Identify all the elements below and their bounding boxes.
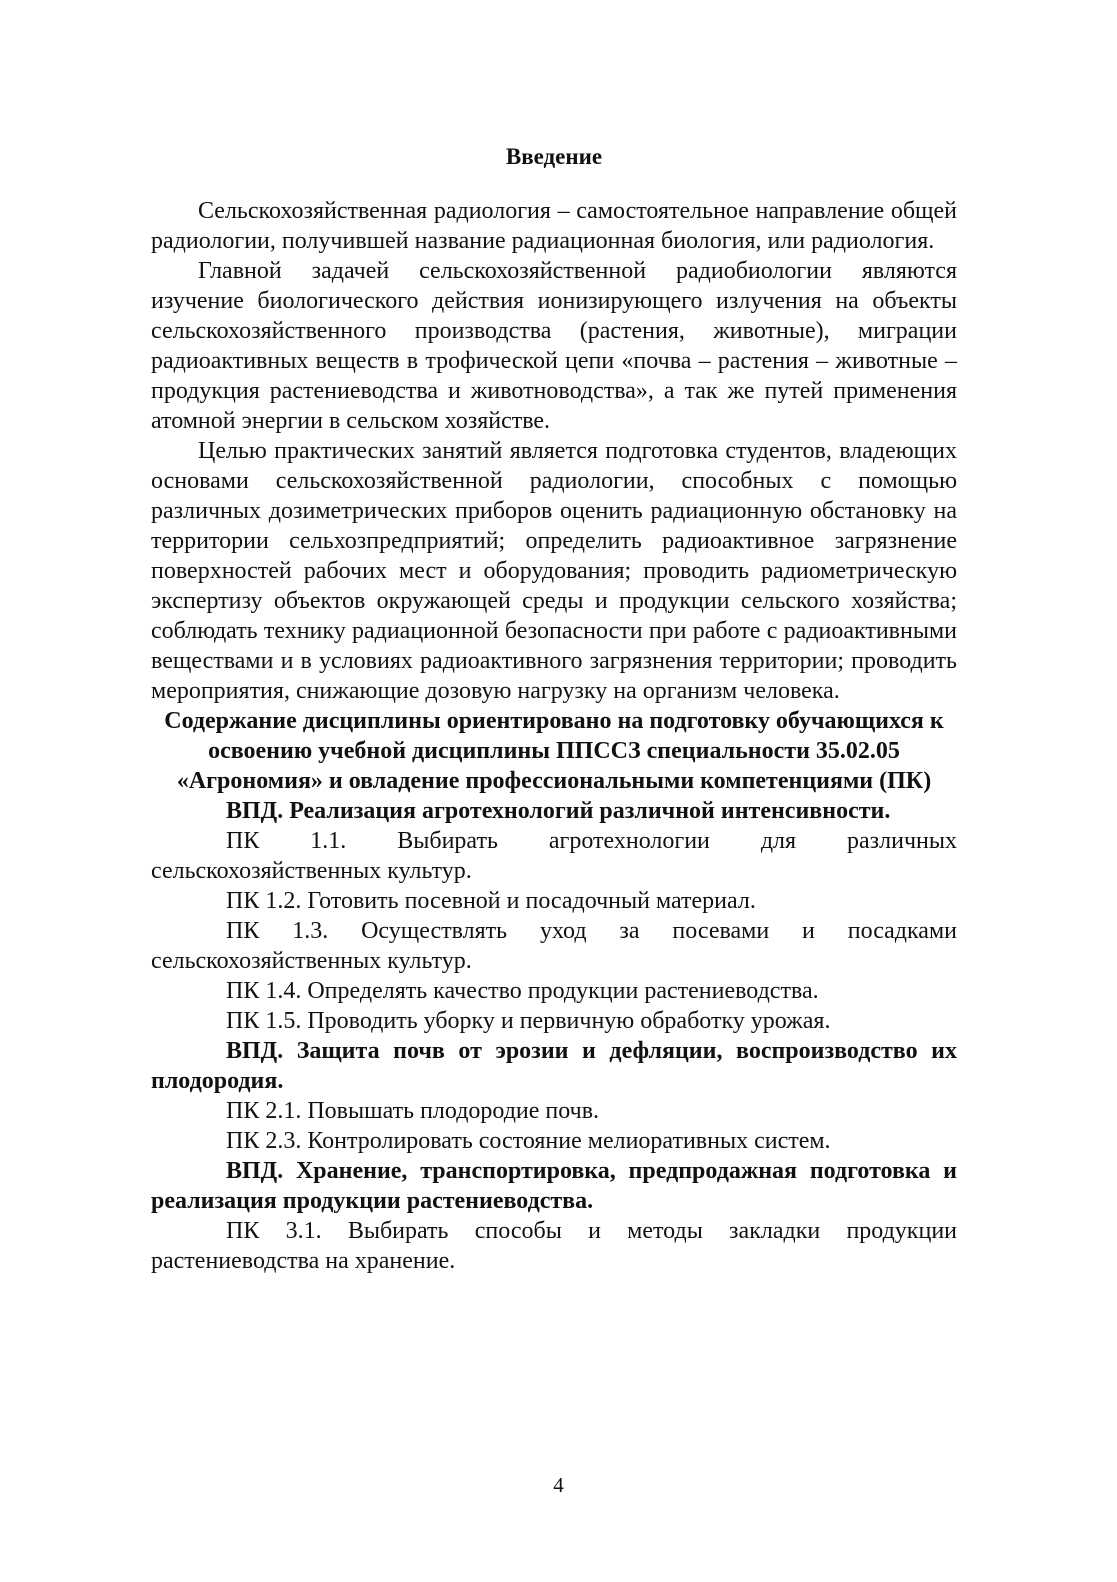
intro-paragraph-1: Сельскохозяйственная радиология – самостоятельное направление общей радиологии, получившей название радиационная биология, или радиология.	[151, 198, 957, 254]
pk-item: ПК 1.3. Осуществлять уход за посевами и посадками сельскохозяйственных культур.	[151, 918, 957, 974]
pk-item: ПК 2.1. Повышать плодородие почв.	[226, 1098, 600, 1124]
intro-paragraph-3: Целью практических занятий является подготовка студентов, владеющих основами сельскохозяйственной радиологии, способных с помощью различных дозиметрических приборов оценить радиационную обстановку на территории сельхозпредприятий; определить радиоактивное загрязнение поверхностей рабочих мест и оборудования; проводить радиометрическую экспертизу объектов окружающей среды и продукции сельского хозяйства; соблюдать технику радиационной безопасности при работе с радиоактивными веществами и в условиях радиоактивного загрязнения территории; проводить мероприятия, снижающие дозовую нагрузку на организм человека.	[151, 438, 957, 704]
page-title: Введение	[505, 144, 603, 169]
document-page	[151, 142, 957, 1276]
vpd-heading-3: ВПД. Хранение, транспортировка, предпродажная подготовка и реализация продукции растениеводства.	[151, 1158, 957, 1214]
pk-item: ПК 2.3. Контролировать состояние мелиоративных систем.	[226, 1128, 831, 1154]
pk-item: ПК 3.1. Выбирать способы и методы закладки продукции растениеводства на хранение.	[151, 1218, 957, 1274]
pk-item: ПК 1.4. Определять качество продукции растениеводства.	[226, 978, 819, 1004]
vpd-heading-1: ВПД. Реализация агротехнологий различной интенсивности.	[226, 798, 891, 824]
intro-paragraph-2: Главной задачей сельскохозяйственной радиобиологии являются изучение биологического действия ионизирующего излучения на объекты сельскохозяйственного производства (растения, животные), миграции радиоактивных веществ в трофической цепи «почва – растения – животные – продукция растениеводства и животноводства», а так же путей применения атомной энергии в сельском хозяйстве.	[151, 258, 957, 434]
pk-item: ПК 1.2. Готовить посевной и посадочный материал.	[226, 888, 756, 914]
pk-item: ПК 1.5. Проводить уборку и первичную обработку урожая.	[226, 1008, 831, 1034]
section-heading: Содержание дисциплины ориентировано на подготовку обучающихся к освоению учебной дисциплины ППССЗ специальности 35.02.05 «Агрономия» и овладение профессиональными компетенциями (ПК)	[164, 708, 944, 794]
page-number: 4	[553, 1473, 564, 1497]
vpd-heading-2: ВПД. Защита почв от эрозии и дефляции, воспроизводство их плодородия.	[151, 1038, 957, 1094]
pk-item: ПК 1.1. Выбирать агротехнологии для различных сельскохозяйственных культур.	[151, 828, 957, 884]
